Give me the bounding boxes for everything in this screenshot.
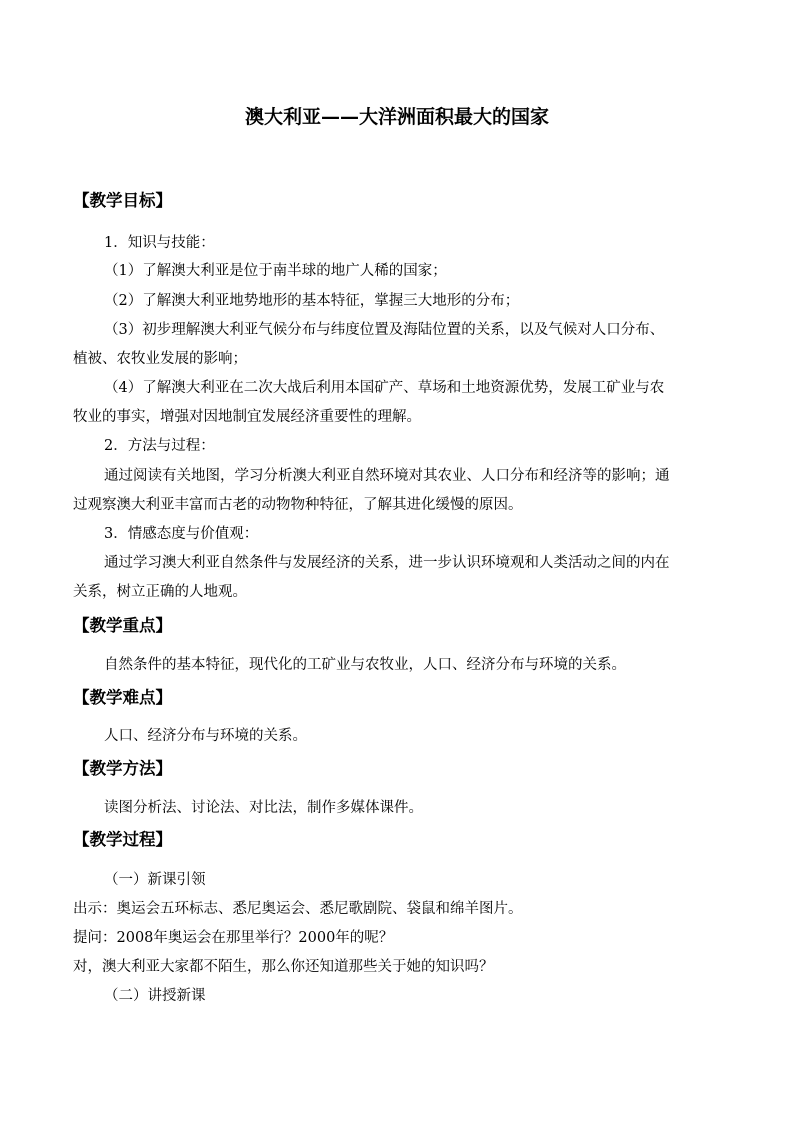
heading-objectives: 【教学目标】 [73, 191, 172, 210]
objective-k2: （2）了解澳大利亚地势地形的基本特征，掌握三大地形的分布； [104, 293, 520, 309]
emotion-line2: 关系，树立正确的人地观。 [73, 584, 247, 600]
heading-key-points: 【教学重点】 [73, 616, 172, 635]
process-question: 提问：2008年奥运会在那里举行？2000年的呢？ [73, 930, 394, 946]
objective-k4-line1: （4）了解澳大利亚在二次大战后利用本国矿产、草场和土地资源优势，发展工矿业与农 [104, 380, 665, 396]
key-points-text: 自然条件的基本特征，现代化的工矿业与农牧业，人口、经济分布与环境的关系。 [104, 657, 626, 673]
difficulties-text: 人口、经济分布与环境的关系。 [104, 728, 307, 744]
method-line1: 通过阅读有关地图，学习分析澳大利亚自然环境对其农业、人口分布和经济等的影响；通 [104, 468, 670, 484]
document-title: 澳大利亚——大洋洲面积最大的国家 [244, 106, 549, 128]
heading-methods: 【教学方法】 [73, 759, 172, 778]
heading-difficulties: 【教学难点】 [73, 688, 172, 707]
methods-text: 读图分析法、讨论法、对比法，制作多媒体课件。 [104, 800, 423, 816]
process-followup: 对，澳大利亚大家都不陌生，那么你还知道那些关于她的知识吗？ [73, 959, 494, 975]
emotion-label: 3．情感态度与价值观： [104, 526, 259, 542]
objective-k3-line2: 植被、农牧业发展的影响； [73, 351, 247, 367]
emotion-line1: 通过学习澳大利亚自然条件与发展经济的关系，进一步认识环境观和人类活动之间的内在 [104, 555, 670, 571]
process-step2: （二）讲授新课 [104, 988, 206, 1004]
method-line2: 过观察澳大利亚丰富而古老的动物物种特征，了解其进化缓慢的原因。 [73, 497, 523, 513]
objective-k4-line2: 牧业的事实，增强对因地制宜发展经济重要性的理解。 [73, 409, 421, 425]
knowledge-label: 1．知识与技能： [104, 235, 215, 251]
heading-process: 【教学过程】 [73, 830, 172, 849]
process-show: 出示：奥运会五环标志、悉尼奥运会、悉尼歌剧院、袋鼠和绵羊图片。 [73, 901, 523, 917]
objective-k1: （1）了解澳大利亚是位于南半球的地广人稀的国家； [104, 263, 447, 279]
method-label: 2．方法与过程： [104, 438, 215, 454]
process-step1: （一）新课引领 [104, 872, 206, 888]
objective-k3-line1: （3）初步理解澳大利亚气候分布与纬度位置及海陆位置的关系，以及气候对人口分布、 [104, 322, 665, 338]
